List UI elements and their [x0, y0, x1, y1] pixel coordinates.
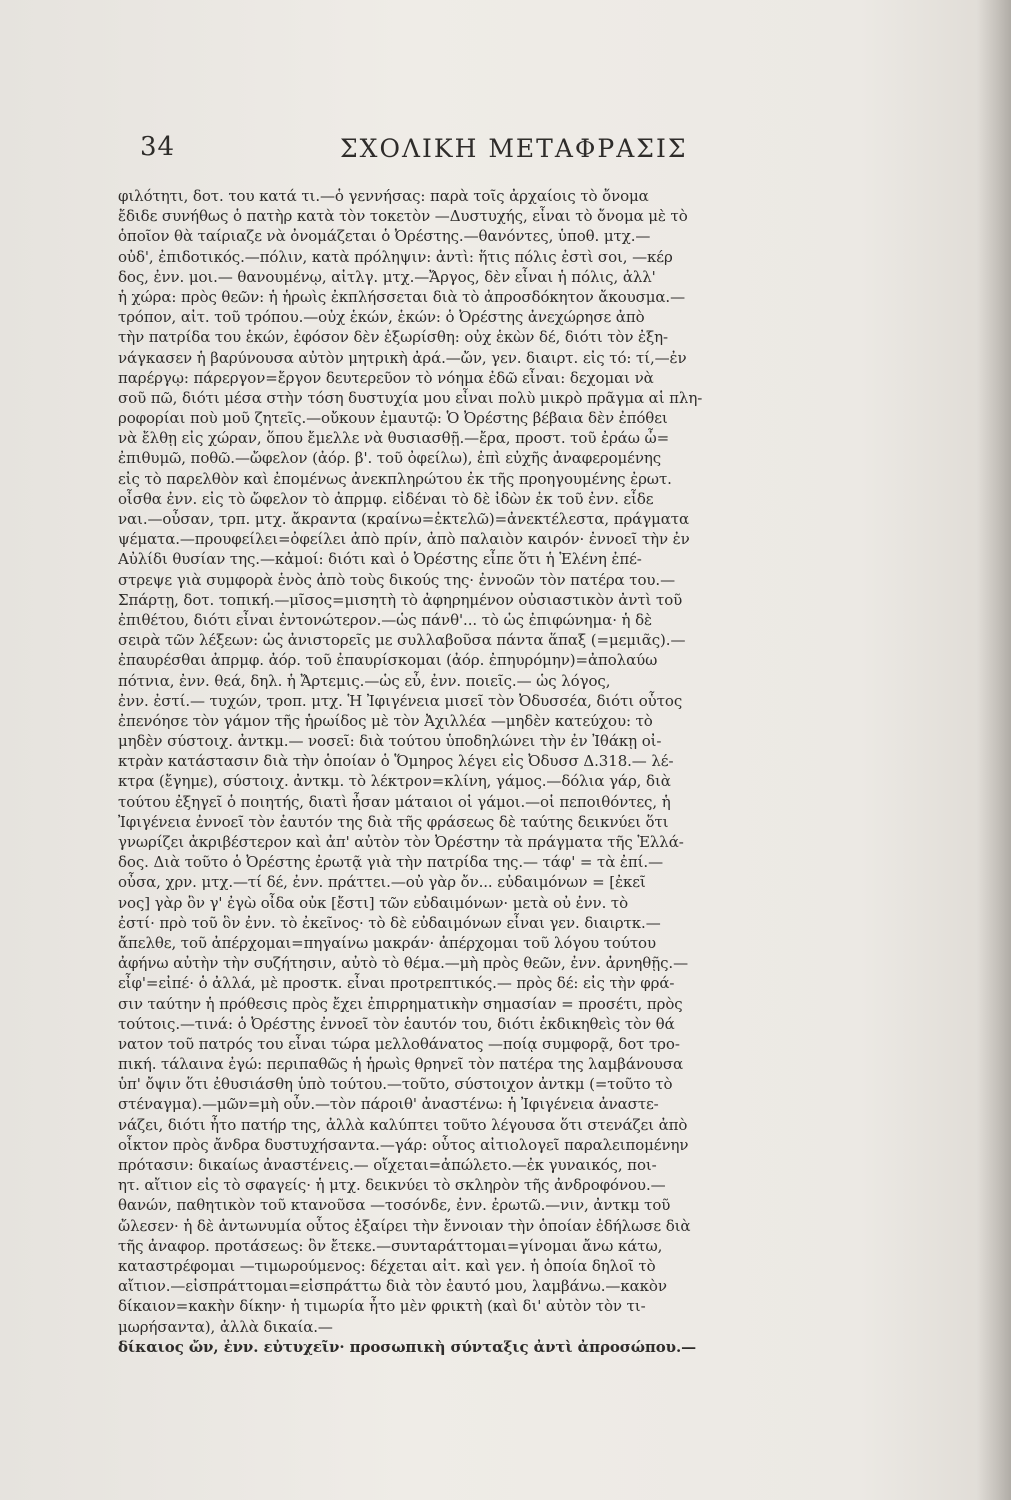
- text-line: ἄπελθε, τοῦ ἀπέρχομαι=πηγαίνω μακράν· ἀπέρχομαι τοῦ λόγου τούτου: [118, 933, 656, 952]
- text-line: εἰς τὸ παρελθὸν καὶ ἐπομένως ἀνεκπληρώτου ἐκ τῆς προηγουμένης ἐρωτ.: [118, 469, 672, 488]
- text-line: νάζει, διότι ἦτο πατήρ της, ἀλλὰ καλύπτει τοῦτο λέγουσα ὅτι στενάζει ἀπὸ: [118, 1115, 688, 1134]
- text-line: τὴν πατρίδα του ἑκών, ἐφόσον δὲν ἐξωρίσθη: οὐχ ἑκὼν δέ, διότι τὸν ἐξη-: [118, 328, 669, 347]
- text-line: στέναγμα).—μῶν=μὴ οὖν.—τὸν πάροιθ' ἀναστένω: ἡ Ἰφιγένεια ἀναστε-: [118, 1095, 659, 1114]
- text-line: ἐπιθυμῶ, ποθῶ.—ὤφελον (ἀόρ. β'. τοῦ ὀφείλω), ἐπὶ εὐχῆς ἀναφερομένης: [118, 449, 662, 468]
- text-line: ψέματα.—προυφείλει=ὀφείλει ἀπὸ πρίν, ἀπὸ παλαιὸν καιρόν· ἐννοεῖ τὴν ἐν: [118, 530, 690, 549]
- text-line: σιν ταύτην ἡ πρόθεσις πρὸς ἔχει ἐπιρρηματικὴν σημασίαν = προσέτι, πρὸς: [118, 994, 683, 1013]
- text-line: σοῦ πῶ, διότι μέσα στὴν τόση δυστυχία μου εἶναι πολὺ μικρὸ πρᾶγμα αἱ πλη-: [118, 388, 703, 407]
- text-line: μωρήσαντα), ἀλλὰ δικαία.—: [118, 1317, 333, 1336]
- text-line: φιλότητι, δοτ. του κατά τι.—ὁ γεννήσας: παρὰ τοῖς ἀρχαίοις τὸ ὄνομα: [118, 187, 649, 205]
- text-line: οὖσα, χρν. μτχ.—τί δέ, ἐνν. πράττει.—οὐ γὰρ ὄν... εὐδαιμόνων = [ἐκεῖ: [118, 873, 646, 892]
- text-line: ἔδιδε συνήθως ὁ πατὴρ κατὰ τὸν τοκετὸν —Δυστυχής, εἶναι τὸ ὄνομα μὲ τὸ: [118, 207, 688, 226]
- text-line: πότνια, ἐνν. θεά, δηλ. ἡ Ἄρτεμις.—ὡς εὖ, ἐνν. ποιεῖς.— ὡς λόγος,: [118, 671, 611, 690]
- text-line: ἐπιθέτου, διότι εἶναι ἐντονώτερον.—ὡς πάνθ'... τὸ ὡς ἐπιφώνημα· ἡ δὲ: [118, 610, 652, 629]
- commentary-text: [118, 186, 880, 1357]
- text-line: οἶκτον πρὸς ἄνδρα δυστυχήσαντα.—γάρ: οὗτος αἰτιολογεῖ παραλειπομένην: [118, 1135, 689, 1154]
- text-line: ἐπαυρέσθαι ἀπρμφ. ἀόρ. τοῦ ἐπαυρίσκομαι (ἀόρ. ἐπηυρόμην)=ἀπολαύω: [118, 651, 658, 670]
- text-line: καταστρέφομαι —τιμωρούμενος: δέχεται αἰτ. καὶ γεν. ἡ ὁποία δηλοῖ τὸ: [118, 1256, 656, 1275]
- text-line: ναι.—οὖσαν, τρπ. μτχ. ἄκραντα (κραίνω=ἐκτελῶ)=ἀνεκτέλεστα, πράγματα: [118, 510, 689, 528]
- text-line: νὰ ἔλθῃ εἰς χώραν, ὅπου ἔμελλε νὰ θυσιασθῇ.—ἔρα, προστ. τοῦ ἐράω ὦ=: [118, 429, 670, 448]
- text-line: στρεψε γιὰ συμφορὰ ἑνὸς ἀπὸ τοὺς δικούς της· ἐννοῶν τὸν πατέρα του.—: [118, 570, 675, 589]
- running-head: [140, 132, 880, 176]
- text-line: νατον τοῦ πατρός του εἶναι τώρα μελλοθάνατος —ποίᾳ συμφορᾷ, δοτ τρο-: [118, 1034, 680, 1053]
- text-line: νος] γὰρ ὃν γ' ἐγὼ οἶδα οὐκ [ἔστι] τῶν εὐδαιμόνων· μετὰ οὐ ἐνν. τὸ: [118, 893, 629, 912]
- text-line: Αὐλίδι θυσίαν της.—κἀμοί: διότι καὶ ὁ Ὀρέστης εἶπε ὅτι ἡ Ἑλένη ἐπέ-: [118, 550, 642, 569]
- text-line: ητ. αἴτιον εἰς τὸ σφαγείς· ἡ μτχ. δεικνύει τὸ σκληρὸν τῆς ἀνδροφόνου.—: [118, 1176, 666, 1195]
- page-title: ΣΧΟΛΙΚΗ ΜΕΤΑΦΡΑΣΙΣ: [340, 134, 688, 163]
- text-line: Ἰφιγένεια ἐννοεῖ τὸν ἑαυτόν της διὰ τῆς φράσεως δὲ ταύτης δεικνύει ὅτι: [118, 812, 669, 831]
- text-line: εἶφ'=εἰπέ· ὁ ἀλλά, μὲ προστκ. εἶναι προτρεπτικός.— πρὸς δέ: εἰς τὴν φρά-: [118, 974, 675, 993]
- text-line: θανών, παθητικὸν τοῦ κτανοῦσα —τοσόνδε, ἐνν. ἐρωτῶ.—νιν, ἀντκμ τοῦ: [118, 1196, 671, 1215]
- text-line: τούτοις.—τινά: ὁ Ὀρέστης ἐννοεῖ τὸν ἑαυτόν του, διότι ἐκδικηθεὶς τὸν θά: [118, 1014, 675, 1033]
- text-line: ἀφήνω αὐτὴν τὴν συζήτησιν, αὐτὸ τὸ θέμα.—μὴ πρὸς θεῶν, ἐνν. ἀρνηθῇς.—: [118, 954, 688, 973]
- text-line: γνωρίζει ἀκριβέστερον καὶ ἀπ' αὐτὸν τὸν Ὀρέστην τὰ πράγματα τῆς Ἑλλά-: [118, 833, 684, 851]
- text-line: πική. τάλαινα ἐγώ: περιπαθῶς ἡ ἡρωὶς θρηνεῖ τὸν πατέρα της λαμβάνουσα: [118, 1055, 683, 1074]
- text-line: πρότασιν: δικαίως ἀναστένεις.— οἴχεται=ἀπώλετο.—ἐκ γυναικός, ποι-: [118, 1156, 657, 1174]
- text-line: ὤλεσεν· ἡ δὲ ἀντωνυμία οὗτος ἐξαίρει τὴν ἔννοιαν τὴν ὁποίαν ἐδήλωσε διὰ: [118, 1216, 691, 1235]
- text-line: ἐστί· πρὸ τοῦ ὃν ἐνν. τὸ ἐκεῖνος· τὸ δὲ εὐδαιμόνων εἶναι γεν. διαιρτκ.—: [118, 913, 661, 932]
- text-line: Σπάρτῃ, δοτ. τοπική.—μῖσος=μισητὴ τὸ ἀφηρημένον οὐσιαστικὸν ἀντὶ τοῦ: [118, 590, 683, 609]
- text-line: σειρὰ τῶν λέξεων: ὡς ἀνιστορεῖς με συλλαβοῦσα πάντα ἅπαξ (=μεμιᾶς).—: [118, 631, 686, 650]
- text-line: ροφορίαι ποὺ μοῦ ζητεῖς.—οὔκουν ἐμαυτῷ: Ὁ Ὀρέστης βέβαια δὲν ἐπόθει: [118, 409, 668, 428]
- text-line: αἴτιον.—εἰσπράττομαι=εἰσπράττω διὰ τὸν ἑαυτό μου, λαμβάνω.—κακὸν: [118, 1277, 667, 1296]
- text-line: ἐπενόησε τὸν γάμον τῆς ἡρωίδος μὲ τὸν Ἀχιλλέα —μηδὲν κατεύχου: τὸ: [118, 711, 653, 730]
- text-line: ἐνν. ἐστί.— τυχών, τροπ. μτχ. Ἡ Ἰφιγένεια μισεῖ τὸν Ὀδυσσέα, διότι οὗτος: [118, 691, 683, 710]
- text-line: ὑπ' ὄψιν ὅτι ἐθυσιάσθη ὑπὸ τούτου.—τοῦτο, σύστοιχον ἀντκμ (=τοῦτο τὸ: [118, 1075, 673, 1094]
- text-line: δίκαιος ὤν, ἐνν. εὐτυχεῖν· προσωπικὴ σύνταξις ἀντὶ ἀπροσώπου.—: [118, 1337, 697, 1356]
- text-line: ὁποῖον θὰ ταίριαζε νὰ ὀνομάζεται ὁ Ὀρέστης.—θανόντες, ὑποθ. μτχ.—: [118, 227, 651, 246]
- text-line: κτρα (ἔγημε), σύστοιχ. ἀντκμ. τὸ λέκτρον=κλίνη, γάμος.—δόλια γάρ, διὰ: [118, 772, 671, 791]
- text-line: ἡ χώρα: πρὸς θεῶν: ἡ ἡρωὶς ἐκπλήσσεται διὰ τὸ ἀπροσδόκητον ἄκουσμα.—: [118, 287, 686, 306]
- page-edge-shadow: [977, 0, 1011, 1500]
- text-line: κτρὰν κατάστασιν διὰ τὴν ὁποίαν ὁ Ὅμηρος λέγει εἰς Ὀδυσσ Δ.318.— λέ-: [118, 752, 674, 771]
- text-line: δος. Διὰ τοῦτο ὁ Ὀρέστης ἐρωτᾷ γιὰ τὴν πατρίδα της.— τάφ' = τὰ ἐπί.—: [118, 853, 663, 872]
- text-line: τούτου ἐξηγεῖ ὁ ποιητής, διατὶ ἦσαν μάταιοι οἱ γάμοι.—οἱ πεποιθόντες, ἡ: [118, 792, 671, 811]
- page-number: 34: [140, 132, 176, 162]
- text-line: μηδὲν σύστοιχ. ἀντκμ.— νοσεῖ: διὰ τούτου ὑποδηλώνει τὴν ἐν Ἰθάκῃ οἰ-: [118, 732, 662, 751]
- text-line: οἶσθα ἐνν. εἰς τὸ ὤφελον τὸ ἀπρμφ. εἰδέναι τὸ δὲ ἰδὼν ἐκ τοῦ ἐνν. εἶδε: [118, 489, 654, 508]
- text-line: δίκαιον=κακὴν δίκην· ἡ τιμωρία ἦτο μὲν φρικτὴ (καὶ δι' αὐτὸν τὸν τι-: [118, 1297, 646, 1316]
- text-line: τρόπον, αἰτ. τοῦ τρόπου.—οὐχ ἑκών, ἑκών: ὁ Ὀρέστης ἀνεχώρησε ἀπὸ: [118, 308, 645, 327]
- text-line: παρέργῳ: πάρεργον=ἔργον δευτερεῦον τὸ νόημα ἐδῶ εἶναι: δεχομαι νὰ: [118, 368, 654, 387]
- text-line: τῆς ἀναφορ. προτάσεως: ὃν ἔτεκε.—συνταράττομαι=γίνομαι ἄνω κάτω,: [118, 1236, 663, 1255]
- text-line: δος, ἐνν. μοι.— θανουμένῳ, αἰτλγ. μτχ.—Ἄργος, δὲν εἶναι ἡ πόλις, ἀλλ': [118, 267, 656, 286]
- text-line: οὐδ', ἐπιδοτικός.—πόλιν, κατὰ πρόληψιν: ἀντὶ: ἥτις πόλις ἐστὶ σοι, —κέρ: [118, 247, 673, 266]
- text-line: νάγκασεν ἡ βαρύνουσα αὐτὸν μητρικὴ ἀρά.—ὤν, γεν. διαιρτ. εἰς τό: τί,—ἐν: [118, 348, 687, 367]
